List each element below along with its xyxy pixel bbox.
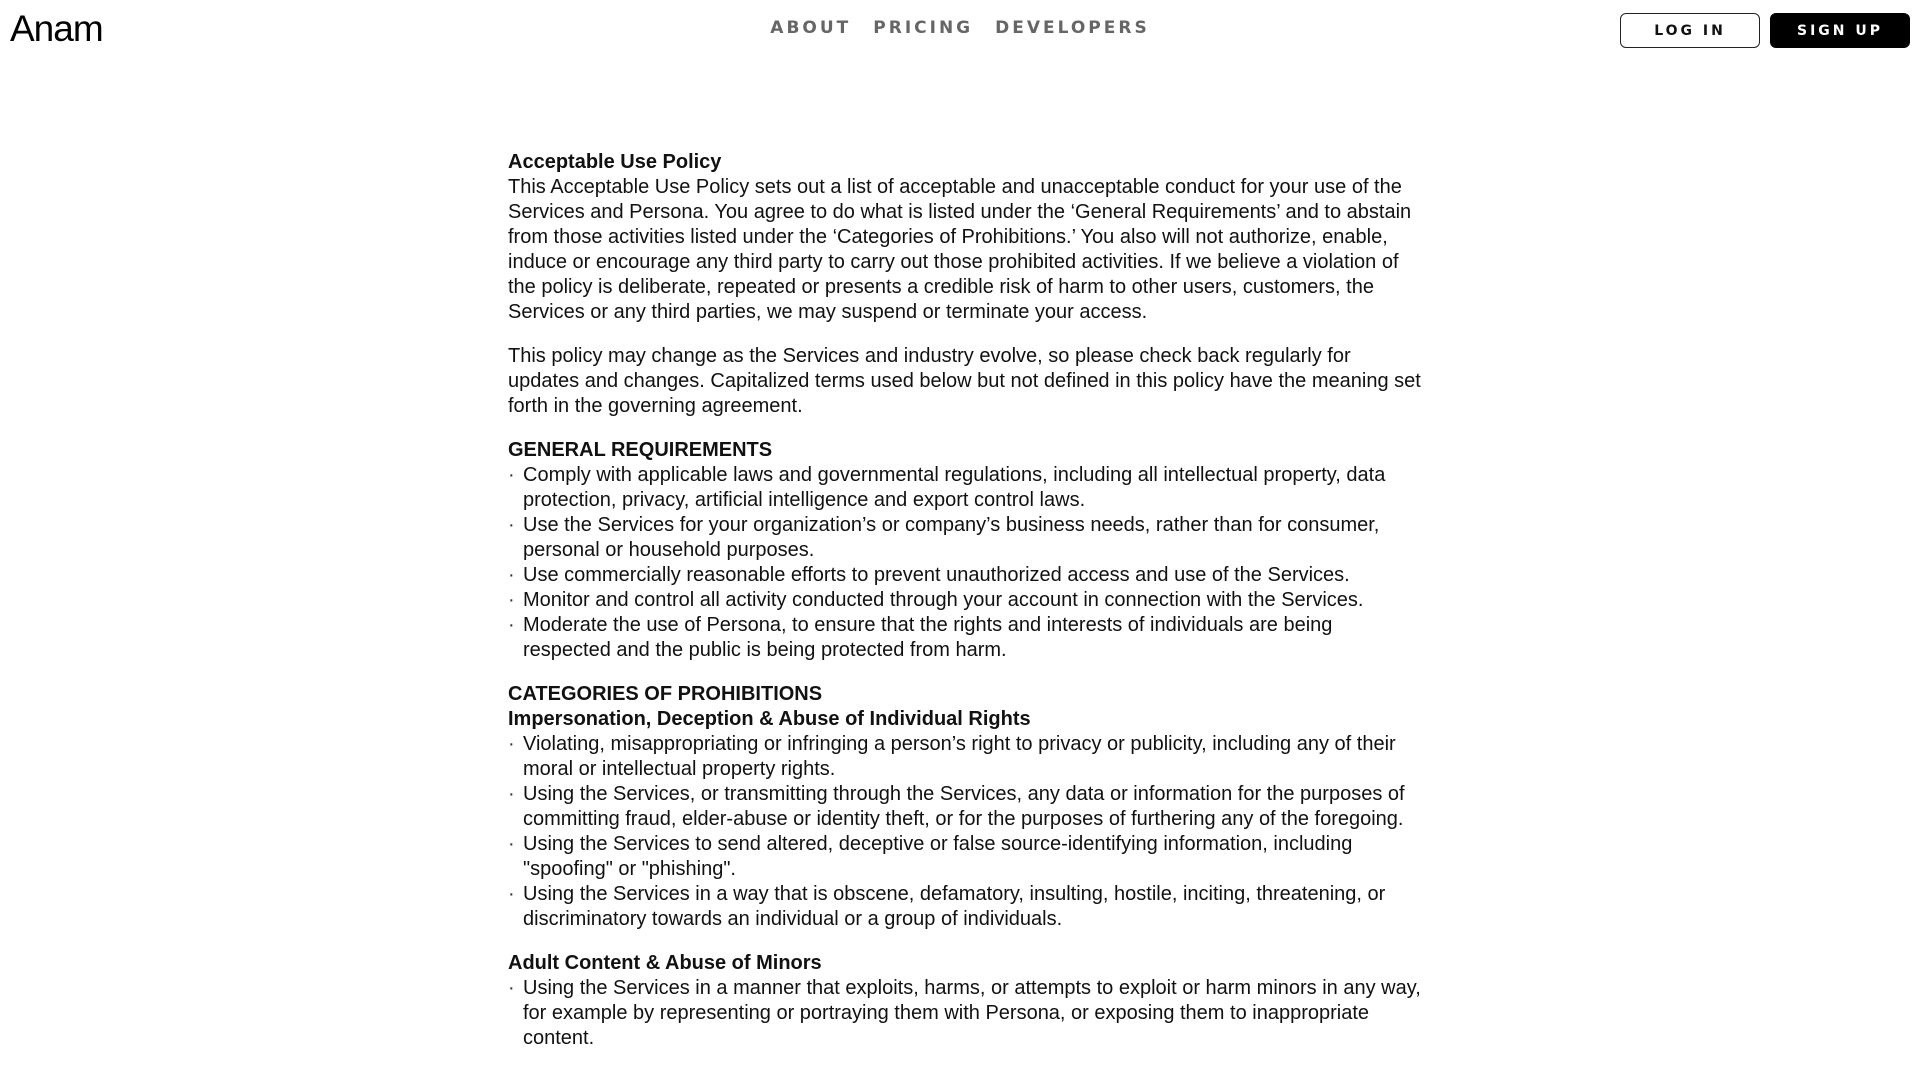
minors-section — [508, 951, 1423, 1051]
auth-buttons — [1620, 13, 1910, 48]
general-requirements-list — [508, 463, 1423, 663]
policy-title: Acceptable Use Policy — [508, 151, 722, 173]
list-item: · Using the Services to send altered, deceptive or false source-identifying information, including "spoofing" or "phishing". — [508, 832, 1423, 882]
nav-about[interactable]: ABOUT — [770, 18, 852, 38]
policy-change-note: This policy may change as the Services and industry evolve, so please check back regularly for updates and changes. Capitalized terms used below but not defined in this policy have the meaning set forth in the governing agreement. — [508, 345, 1421, 417]
list-item: · Use the Services for your organization’s or company’s business needs, rather than for consumer, personal or household purposes. — [508, 513, 1423, 563]
list-item: · Comply with applicable laws and governmental regulations, including all intellectual property, data protection, privacy, artificial intelligence and export control laws. — [508, 463, 1423, 513]
nav-pricing[interactable]: PRICING — [873, 18, 974, 38]
minors-heading: Adult Content & Abuse of Minors — [508, 952, 822, 974]
brand-logo[interactable]: Anam — [10, 8, 103, 49]
policy-intro: This Acceptable Use Policy sets out a list of acceptable and unacceptable conduct for your use of the Services and Persona. You agree to do what is listed under the ‘General Requirements’ and to abstain from those activities listed under the ‘Categories of Prohibitions.’ You also will not authorize, enable, induce or encourage any third party to carry out those prohibited activities. If we believe a violation of the policy is deliberate, repeated or presents a credible risk of harm to other users, customers, the Services or any third parties, we may suspend or terminate your access. — [508, 176, 1412, 323]
policy-content — [508, 150, 1423, 1070]
list-item: · Use commercially reasonable efforts to prevent unauthorized access and use of the Services. — [508, 563, 1423, 588]
top-navigation-bar — [0, 0, 1920, 72]
list-item: · Using the Services in a way that is obscene, defamatory, insulting, hostile, inciting, threatening, or discriminatory towards an individual or a group of individuals. — [508, 882, 1423, 932]
list-item: · Using the Services, or transmitting through the Services, any data or information for the purposes of committing fraud, elder-abuse or identity theft, or for the purposes of furthering any of the foregoing. — [508, 782, 1423, 832]
prohibitions-section — [508, 682, 1423, 932]
intro-section — [508, 150, 1423, 325]
list-item: · Using the Services in a manner that exploits, harms, or attempts to exploit or harm minors in any way, for example by representing or portraying them with Persona, or exposing them to inappropriate content. — [508, 976, 1423, 1051]
general-requirements-section — [508, 438, 1423, 663]
log-in-button[interactable]: LOG IN — [1620, 13, 1760, 48]
list-item: · Violating, misappropriating or infringing a person’s right to privacy or publicity, including any of their moral or intellectual property rights. — [508, 732, 1423, 782]
minors-list — [508, 976, 1423, 1051]
list-item: · Moderate the use of Persona, to ensure that the rights and interests of individuals are being respected and the public is being protected from harm. — [508, 613, 1423, 663]
sign-up-button[interactable]: SIGN UP — [1770, 13, 1910, 48]
list-item: · Monitor and control all activity conducted through your account in connection with the Services. — [508, 588, 1423, 613]
impersonation-list — [508, 732, 1423, 932]
impersonation-heading: Impersonation, Deception & Abuse of Individual Rights — [508, 708, 1031, 730]
general-requirements-heading: GENERAL REQUIREMENTS — [508, 439, 773, 461]
prohibitions-heading: CATEGORIES OF PROHIBITIONS — [508, 683, 823, 705]
nav-developers[interactable]: DEVELOPERS — [995, 18, 1150, 38]
